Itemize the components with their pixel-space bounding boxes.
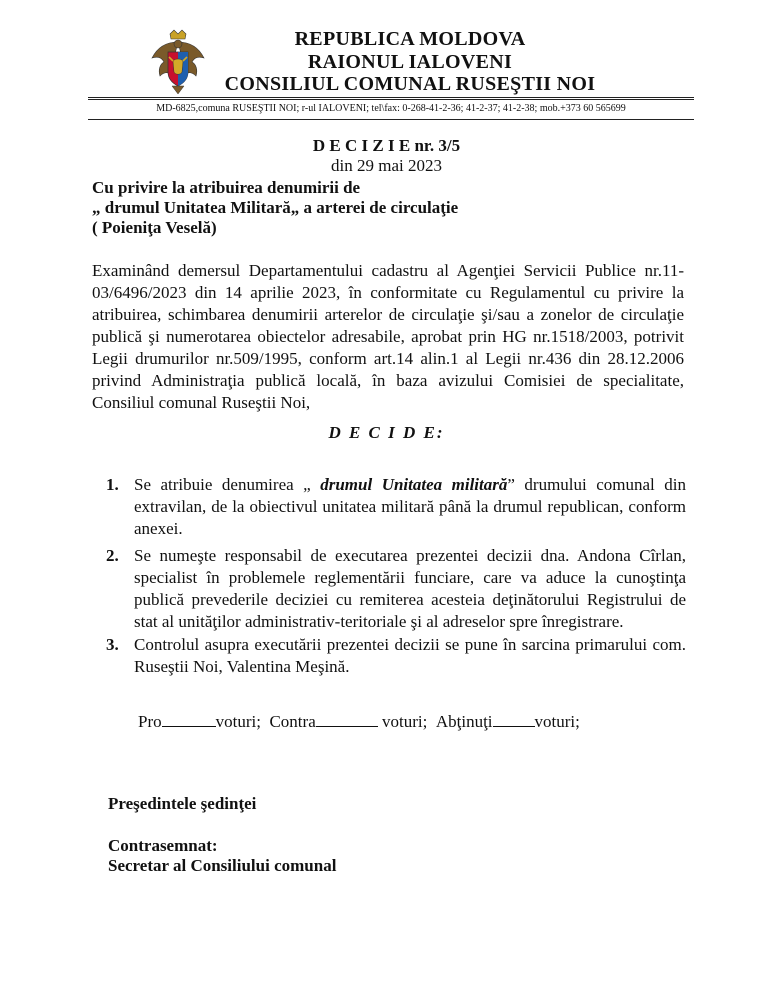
header-contact: MD-6825,comuna RUSEŞTII NOI; r-ul IALOVENI; tel\fax: 0-268-41-2-36; 41-2-37; 41-2-38; mob.+373 60 565699	[156, 103, 626, 114]
vote-pro-blank	[162, 712, 216, 727]
countersigned-label: Contrasemnat:	[108, 836, 218, 855]
decision-number: nr. 3/5	[414, 136, 461, 155]
item-text	[134, 474, 686, 540]
chair-signature-label: Preşedintele şedinţei	[108, 794, 257, 813]
decision-item	[106, 545, 686, 633]
vote-pro-label: Pro	[138, 712, 162, 731]
vote-abstain-label: Abţinuţi	[435, 712, 493, 731]
decision-title	[0, 136, 773, 156]
header-divider-bottom	[88, 119, 694, 120]
decide-heading: D E C I D E:	[328, 423, 445, 442]
vote-contra-suffix: voturi;	[382, 712, 428, 731]
vote-contra-blank	[316, 712, 378, 727]
coat-of-arms-icon	[148, 28, 208, 98]
header-divider-top-double	[88, 99, 694, 100]
subject-line-3: ( Poieniţa Veselă)	[92, 218, 217, 237]
preamble-paragraph: Examinând demersul Departamentului cadastru al Agenţiei Servicii Publice nr.11-03/6496/2023 din 14 aprilie 2023, în conformitate cu Regulamentul cu privire la atribuirea, schimbarea denumirii arterelor de circulaţie şi/sau a zonelor de circulaţie publică şi numerotarea obiectelor adresabile, aprobat prin HG nr.1518/2003, potrivit Legii drumurilor nr.509/1995, conform art.14 alin.1 al Legii nr.436 din 28.12.2006 privind Administraţia publică locală, în baza avizului Comisiei de specialitate, Consiliul comunal Ruseştii Noi,	[92, 261, 684, 412]
item-text: Controlul asupra executării prezentei decizii se pune în sarcina primarului com. Ruseştii Noi, Valentina Meşină.	[134, 635, 686, 676]
item-text-after: ” drumului comunal din extravilan, de la obiectivul unitatea militară până la drumul republican, conform anexei.	[134, 475, 687, 538]
decision-date: din 29 mai 2023	[331, 156, 442, 175]
vote-abstain-suffix: voturi;	[534, 712, 580, 731]
header-divider-top	[88, 97, 694, 98]
header-council: CONSILIUL COMUNAL RUSEŞTII NOI	[224, 73, 596, 95]
item-emphasis: drumul Unitatea militară	[320, 475, 508, 494]
secretary-signature-label: Secretar al Consiliului comunal	[108, 856, 337, 875]
decision-title-prefix: D E C I Z I E	[312, 136, 411, 155]
header-country: REPUBLICA MOLDOVA	[294, 28, 526, 50]
decision-item	[106, 634, 686, 678]
item-text: Se numeşte responsabil de executarea prezentei decizii dna. Andona Cîrlan, specialist în problemele reglementării funciare, care va aduce la cunoştinţa publică prevederile deciziei cu remiterea acesteia deţinătorului Registrului de stat al unităţilor administrativ-teritoriale şi al adreselor spre înregistrare.	[134, 546, 686, 631]
decision-item	[106, 474, 686, 540]
item-number: 3.	[106, 635, 119, 654]
header-district: RAIONUL IALOVENI	[307, 51, 513, 73]
subject-line-2: „ drumul Unitatea Militară„ a arterei de circulaţie	[92, 198, 459, 217]
vote-abstain-blank	[493, 712, 535, 727]
item-text-before: Se atribuie denumirea „	[134, 475, 321, 494]
item-number: 2.	[106, 546, 119, 565]
item-number: 1.	[106, 475, 119, 494]
subject-line-1: Cu privire la atribuirea denumirii de	[92, 178, 361, 197]
vote-pro-suffix: voturi;	[215, 712, 261, 731]
vote-contra-label: Contra	[269, 712, 316, 731]
decision-subject	[92, 178, 458, 238]
vote-tally	[138, 712, 580, 732]
